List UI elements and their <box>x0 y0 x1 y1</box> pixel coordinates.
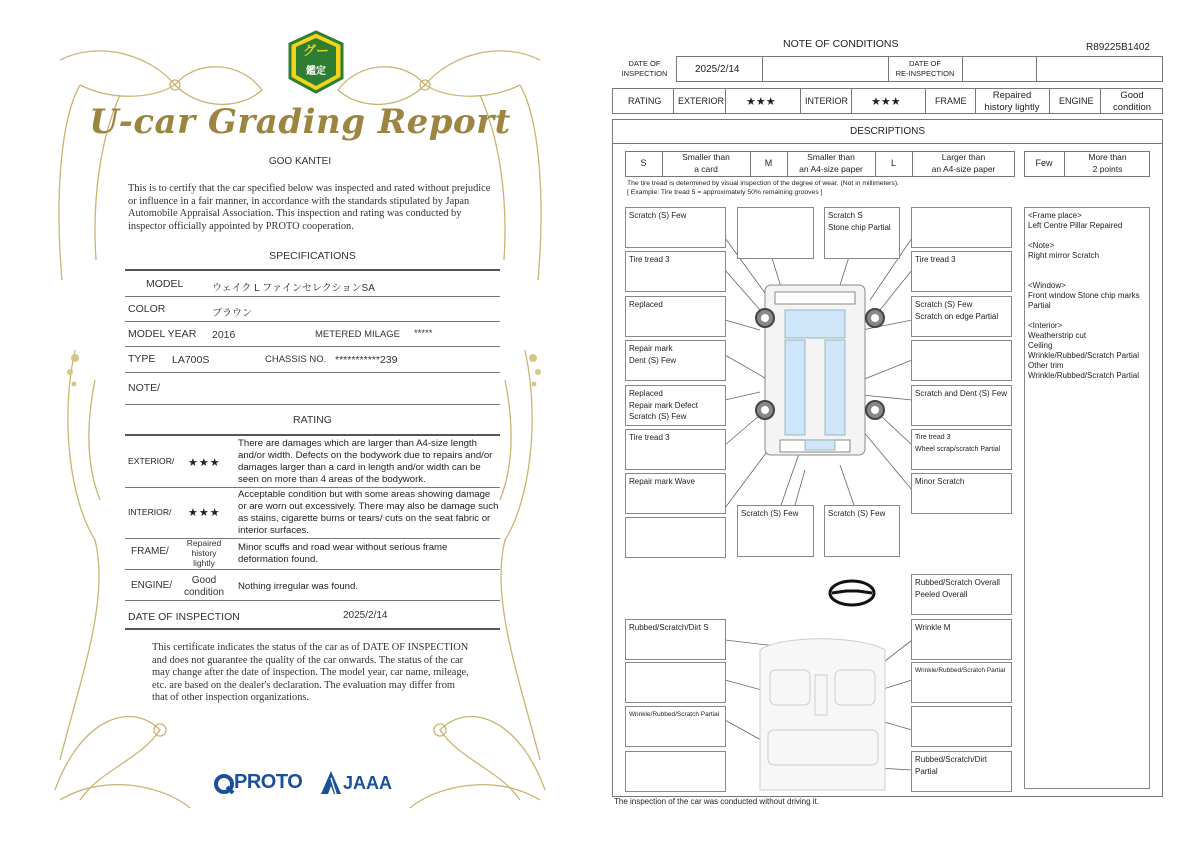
model-year-label: MODEL YEAR <box>128 328 197 340</box>
frame-value-1: Repaired <box>186 538 222 548</box>
note-left-front-door: Repair mark Dent (S) Few <box>625 340 726 381</box>
legend-few-desc-2: 2 points <box>1092 164 1123 174</box>
jaaa-logo-text: JAAA <box>343 773 393 793</box>
interior-rating-label: INTERIOR/ <box>128 507 172 517</box>
inspection-date-value: 2025/2/14 <box>343 610 388 621</box>
exterior-description: There are damages which are larger than A4-size length and/or width. Defects on the bodywork due to repairs and/or damages larger than a card in length and/or width can be seen on more than 4 areas of the bodywork. <box>238 438 493 485</box>
note-label: NOTE/ <box>128 382 161 394</box>
interior-stars: ★★★ <box>871 96 901 108</box>
chassis-value: ***********239 <box>335 354 398 366</box>
note-left-door-trim: Wrinkle/Rubbed/Scratch Partial <box>625 706 726 747</box>
engine-label: ENGINE <box>1059 96 1094 106</box>
rating-heading: RATING <box>293 414 332 426</box>
model-year-value: 2016 <box>212 329 236 341</box>
engine-value-2: condition <box>183 587 225 598</box>
note-rear-left-tire: Tire tread 3 <box>625 429 726 470</box>
tire-note-1: The tire tread is determined by visual inspection of the degree of wear. (Not in millimeters). <box>627 180 899 187</box>
legend-s-desc-1: Smaller than <box>682 152 730 162</box>
certificate-subtitle: GOO KANTEI <box>268 156 332 167</box>
specifications-heading: SPECIFICATIONS <box>269 250 356 262</box>
color-value: ブラウン <box>212 308 252 319</box>
legend-few-desc-1: More than <box>1088 152 1127 162</box>
note-right-door-trim: Wrinkle/Rubbed/Scratch Partial <box>911 662 1012 703</box>
note-left-rear-door: Replaced Repair mark Defect Scratch (S) Few <box>625 385 726 426</box>
divider <box>125 269 500 271</box>
note-rear-bumper-left: Scratch (S) Few <box>737 505 814 557</box>
exterior-stars: ★★★ <box>746 96 776 108</box>
sheet-footer-note: The inspection of the car was conducted without driving it. <box>614 797 819 806</box>
badge-text-top: グー <box>302 43 329 58</box>
engine-description: Nothing irregular was found. <box>238 581 358 592</box>
date-inspection-label-1: DATE OF <box>628 59 661 68</box>
divider <box>125 600 500 601</box>
divider <box>125 434 500 436</box>
legend-few: Few <box>1035 158 1053 168</box>
divider <box>125 487 500 488</box>
note-front-left-tire: Tire tread 3 <box>625 251 726 292</box>
note-front-left-upper <box>737 207 814 259</box>
report-id: R89225B1402 <box>1086 42 1150 53</box>
note-front-left-bumper: Scratch (S) Few <box>625 207 726 248</box>
legend-s: S <box>640 158 647 168</box>
rating-label: RATING <box>628 96 662 106</box>
steering-wheel-icon <box>830 581 874 605</box>
color-label: COLOR <box>128 303 166 315</box>
note-right-rear-door: Scratch and Dent (S) Few <box>911 385 1012 426</box>
note-dashboard: Wrinkle M <box>911 619 1012 660</box>
metered-milage-value: ***** <box>414 328 433 339</box>
note-of-conditions-sheet <box>600 0 1200 848</box>
frame-label: FRAME <box>935 96 967 106</box>
exterior-label: EXTERIOR <box>678 96 725 106</box>
divider <box>125 569 500 570</box>
frame-value-3: lightly <box>193 558 215 568</box>
frame-value-2: history <box>191 548 217 558</box>
legend-l-desc-2: an A4-size paper <box>931 164 996 174</box>
note-rear-bumper-right: Scratch (S) Few <box>824 505 900 557</box>
date-reinspection-label-2: RE-INSPECTION <box>895 69 955 78</box>
divider <box>125 372 500 373</box>
engine-rating-label: ENGINE/ <box>131 580 173 591</box>
note-front-window: Scratch S Stone chip Partial <box>824 207 900 259</box>
model-value: ウェイク L ファインセレクションSA <box>212 283 375 294</box>
note-left-fender: Replaced <box>625 296 726 337</box>
date-reinspection-label-1: DATE OF <box>909 59 941 68</box>
note-front-right-tire: Tire tread 3 <box>911 251 1012 292</box>
note-ceiling: Rubbed/Scratch/Dirt S <box>625 619 726 660</box>
certificate-footer: This certificate indicates the status of the car as of DATE OF INSPECTION and does not guarantee the quality of the car onwards. The status of the car may change after the date of inspection. The model year, car name, mileage, etc. are based on the dealer's declaration. The evaluation may differ from that of other inspection organizations. <box>152 642 469 704</box>
metered-milage-label: METERED MILAGE <box>315 329 400 340</box>
descriptions-heading: DESCRIPTIONS <box>849 126 925 137</box>
date-inspection-value: 2025/2/14 <box>695 64 740 75</box>
engine-value-1: Good <box>191 575 217 586</box>
legend-m: M <box>764 158 773 168</box>
interior-stars: ★★★ <box>188 507 221 519</box>
certificate-intro: This is to certify that the car specified below was inspected and rated without prejudice or influence in a fair manner, in accordance with the standards stipulated by Japan Automobile Appraisal Association. This inspection and rating was conducted by inspector officially appointed by PROTO cooperation. <box>128 183 491 232</box>
legend-l: L <box>890 158 896 168</box>
note-center-console <box>911 706 1012 747</box>
legend-m-desc-1: Smaller than <box>807 152 855 162</box>
frame-value-1: Repaired <box>992 90 1032 101</box>
detail-notes-panel: <Frame place> Left Centre Pillar Repaired <Note> Right mirror Scratch <Window> Front window Stone chip marks Partial <Interior> Weatherstrip cut Ceiling Wrinkle/Rubbed/Scratch Partial Other trim Wrinkle/Rubbed/Scratch Partial <box>1024 207 1150 789</box>
frame-description: Minor scuffs and road wear without serious frame deformation found. <box>238 542 448 565</box>
badge-text-bottom: 鑑定 <box>306 66 326 77</box>
note-front-right-bumper <box>911 207 1012 248</box>
note-steering-wheel: Rubbed/Scratch Overall Peeled Overall <box>911 574 1012 615</box>
note-driver-seat <box>625 662 726 703</box>
frame-value-2: history lightly <box>984 102 1040 113</box>
note-rear-seat-left <box>625 751 726 792</box>
note-right-quarter: Minor Scratch <box>911 473 1012 514</box>
interior-label: INTERIOR <box>805 96 849 106</box>
note-rear-left <box>625 517 726 558</box>
interior-description: Acceptable condition but with some areas showing damage or are worn out excessively. There may also be damage such as stains, cigarette burns or tears/ cuts on the seat fabric or interior surfaces. <box>238 489 499 536</box>
divider <box>125 404 500 405</box>
note-right-front-door <box>911 340 1012 381</box>
note-rear-seat: Rubbed/Scratch/Dirt Partial <box>911 751 1012 792</box>
proto-logo-icon <box>213 773 235 800</box>
engine-value-2: condition <box>1112 102 1152 113</box>
divider <box>125 346 500 347</box>
note-left-quarter: Repair mark Wave <box>625 473 726 514</box>
tire-note-2: [ Example: Tire tread 5 = approximately 50% remaining grooves ] <box>627 189 823 196</box>
inspection-date-label: DATE OF INSPECTION <box>128 611 240 623</box>
chassis-label: CHASSIS NO. <box>265 354 327 365</box>
sheet-title: NOTE OF CONDITIONS <box>783 38 899 50</box>
jaaa-logo-icon <box>320 770 342 801</box>
type-value: LA700S <box>172 354 210 366</box>
date-inspection-label-2: INSPECTION <box>621 69 668 78</box>
note-rear-right-tire: Tire tread 3 Wheel scrap/scratch Partial <box>911 429 1012 470</box>
legend-s-desc-2: a card <box>694 164 718 174</box>
legend-m-desc-2: an A4-size paper <box>799 164 863 174</box>
exterior-stars: ★★★ <box>188 457 221 469</box>
frame-rating-label: FRAME/ <box>131 546 169 557</box>
divider <box>125 296 500 297</box>
legend-l-desc-1: Larger than <box>941 152 986 162</box>
exterior-rating-label: EXTERIOR/ <box>128 456 175 466</box>
proto-logo-text: PROTO <box>234 771 303 793</box>
divider <box>125 321 500 322</box>
type-label: TYPE <box>128 353 156 365</box>
divider <box>125 628 500 630</box>
engine-value-1: Good <box>1120 90 1144 101</box>
model-label: MODEL <box>146 278 184 290</box>
certificate-title: U-car Grading Report <box>89 102 511 142</box>
note-right-fender: Scratch (S) Few Scratch on edge Partial <box>911 296 1012 337</box>
